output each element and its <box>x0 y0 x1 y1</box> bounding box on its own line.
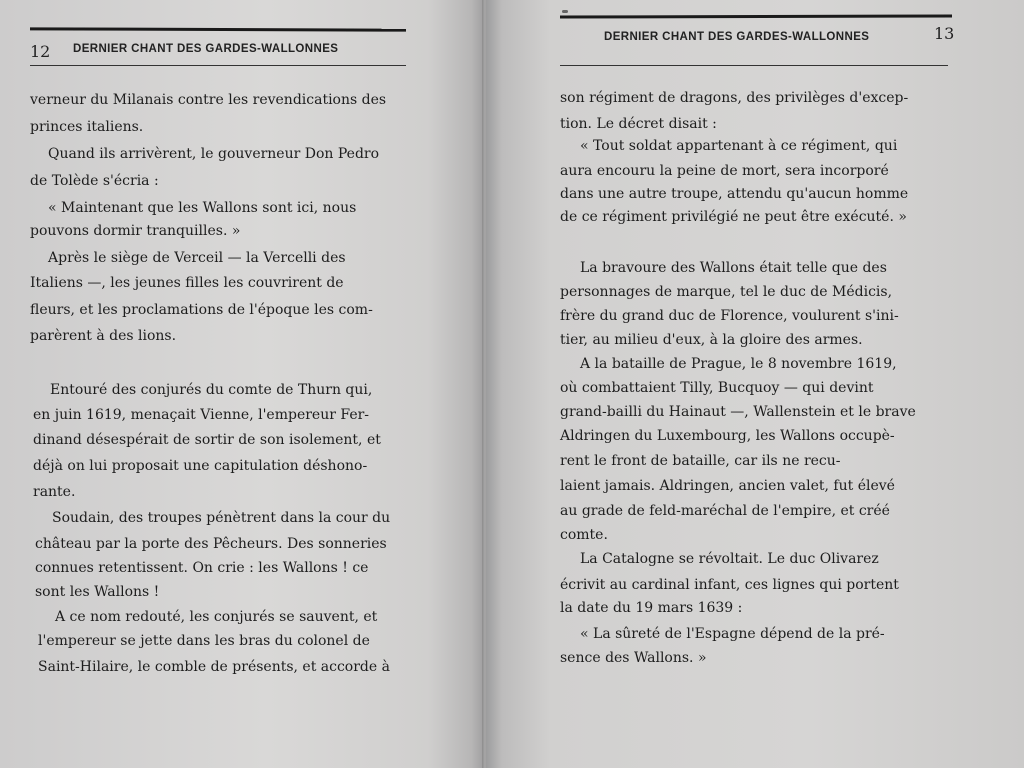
text-line: dinand désespérait de sortir de son isolement, et <box>33 432 381 448</box>
text-line: « Maintenant que les Wallons sont ici, nous <box>48 200 357 216</box>
text-line: A ce nom redouté, les conjurés se sauvent, et <box>55 609 378 625</box>
text-line: Quand ils arrivèrent, le gouverneur Don Pedro <box>48 146 380 162</box>
text-line: où combattaient Tilly, Bucquoy — qui devint <box>560 380 874 396</box>
text-line: tier, au milieu d'eux, à la gloire des armes. <box>560 332 863 348</box>
text-line: La bravoure des Wallons était telle que des <box>580 260 887 276</box>
text-line: écrivit au cardinal infant, ces lignes qui portent <box>560 577 899 593</box>
left-page <box>0 0 486 768</box>
text-line: La Catalogne se révoltait. Le duc Olivarez <box>580 551 879 567</box>
text-line: l'empereur se jette dans les bras du colonel de <box>38 633 370 649</box>
header-rule-thick <box>30 27 406 31</box>
header-rule-thin <box>560 65 948 66</box>
text-line: Entouré des conjurés du comte de Thurn qui, <box>50 382 373 398</box>
text-line: aura encouru la peine de mort, sera incorporé <box>560 163 889 179</box>
text-line: de ce régiment privilégié ne peut être exécuté. » <box>560 209 907 225</box>
text-line: A la bataille de Prague, le 8 novembre 1619, <box>580 356 897 372</box>
text-line: son régiment de dragons, des privilèges d'excep- <box>560 90 909 106</box>
page-number-left: 12 <box>30 42 51 61</box>
text-line: princes italiens. <box>30 119 144 135</box>
text-line: sence des Wallons. » <box>560 650 707 666</box>
text-line: Après le siège de Verceil — la Vercelli des <box>48 250 346 266</box>
text-line: parèrent à des lions. <box>30 328 177 344</box>
text-line: pouvons dormir tranquilles. » <box>30 223 241 239</box>
text-line: rante. <box>33 484 76 500</box>
text-line: « La sûreté de l'Espagne dépend de la pré- <box>580 626 885 642</box>
text-line: sont les Wallons ! <box>35 584 160 600</box>
text-line: « Tout soldat appartenant à ce régiment, qui <box>580 138 898 154</box>
text-line: tion. Le décret disait : <box>560 116 717 132</box>
text-line: la date du 19 mars 1639 : <box>560 600 743 616</box>
text-line: laient jamais. Aldringen, ancien valet, fut élevé <box>560 478 895 494</box>
running-head-left: DERNIER CHANT DES GARDES-WALLONNES <box>73 43 339 55</box>
text-line: fleurs, et les proclamations de l'époque les com- <box>30 302 373 318</box>
text-line: Italiens —, les jeunes filles les couvrirent de <box>30 275 344 291</box>
text-line: personnages de marque, tel le duc de Médicis, <box>560 284 893 300</box>
text-line: Saint-Hilaire, le comble de présents, et accorde à <box>38 659 390 675</box>
text-line: dans une autre troupe, attendu qu'aucun homme <box>560 186 909 202</box>
text-line: de Tolède s'écria : <box>30 173 159 189</box>
paper-stain <box>562 10 568 13</box>
text-line: au grade de feld-maréchal de l'empire, et créé <box>560 503 890 519</box>
text-line: verneur du Milanais contre les revendications des <box>30 92 387 108</box>
header-rule-thin <box>30 65 406 66</box>
text-line: Soudain, des troupes pénètrent dans la cour du <box>52 510 391 526</box>
text-line: château par la porte des Pêcheurs. Des sonneries <box>35 536 387 552</box>
text-line: comte. <box>560 527 608 543</box>
header-rule-thick <box>560 14 952 18</box>
running-head-right: DERNIER CHANT DES GARDES-WALLONNES <box>604 31 870 43</box>
right-page <box>486 0 1024 768</box>
text-line: frère du grand duc de Florence, voulurent s'ini- <box>560 308 899 324</box>
text-line: déjà on lui proposait une capitulation déshono- <box>33 458 368 474</box>
text-line: en juin 1619, menaçait Vienne, l'empereur Fer- <box>33 407 370 423</box>
page-number-right: 13 <box>934 24 955 43</box>
text-line: connues retentissent. On crie : les Wallons ! ce <box>35 560 369 576</box>
text-line: rent le front de bataille, car ils ne recu- <box>560 453 841 469</box>
text-line: Aldringen du Luxembourg, les Wallons occupè- <box>560 428 895 444</box>
text-line: grand-bailli du Hainaut —, Wallenstein et le brave <box>560 404 916 420</box>
